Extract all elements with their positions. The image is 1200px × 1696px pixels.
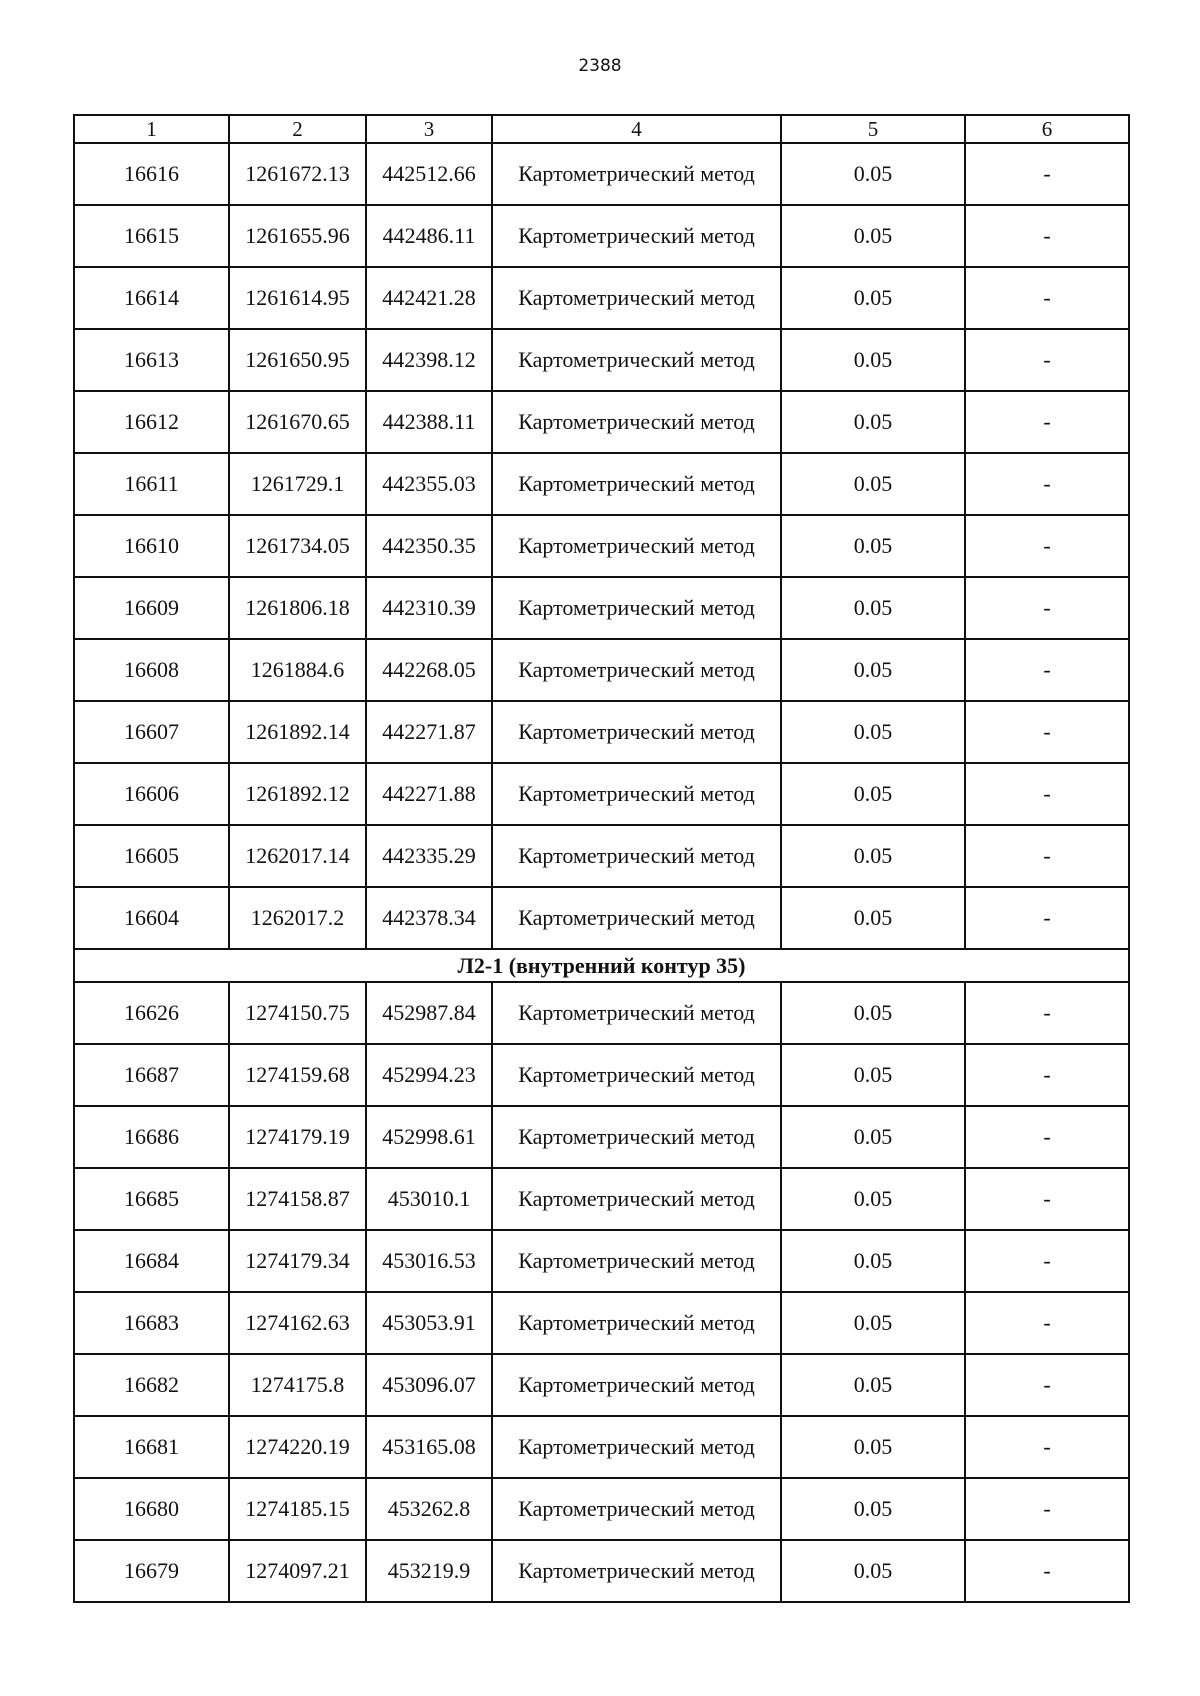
point-number-cell: 16684 bbox=[74, 1230, 229, 1292]
y-coordinate-cell: 453219.9 bbox=[366, 1540, 492, 1602]
table-row bbox=[74, 701, 1129, 763]
accuracy-cell: 0.05 bbox=[781, 1106, 965, 1168]
section-title: Л2-1 (внутренний контур 35) bbox=[74, 949, 1129, 982]
note-cell: - bbox=[965, 453, 1129, 515]
y-coordinate-cell: 453010.1 bbox=[366, 1168, 492, 1230]
x-coordinate-cell: 1274097.21 bbox=[229, 1540, 366, 1602]
x-coordinate-cell: 1261729.1 bbox=[229, 453, 366, 515]
table-row bbox=[74, 205, 1129, 267]
note-cell: - bbox=[965, 1354, 1129, 1416]
accuracy-cell: 0.05 bbox=[781, 639, 965, 701]
note-cell: - bbox=[965, 1292, 1129, 1354]
accuracy-cell: 0.05 bbox=[781, 143, 965, 205]
x-coordinate-cell: 1274220.19 bbox=[229, 1416, 366, 1478]
y-coordinate-cell: 453096.07 bbox=[366, 1354, 492, 1416]
table-row bbox=[74, 1416, 1129, 1478]
method-cell: Картометрический метод bbox=[492, 763, 781, 825]
method-cell: Картометрический метод bbox=[492, 1478, 781, 1540]
note-cell: - bbox=[965, 1478, 1129, 1540]
x-coordinate-cell: 1262017.2 bbox=[229, 887, 366, 949]
x-coordinate-cell: 1274150.75 bbox=[229, 982, 366, 1044]
note-cell: - bbox=[965, 1168, 1129, 1230]
method-cell: Картометрический метод bbox=[492, 639, 781, 701]
x-coordinate-cell: 1261672.13 bbox=[229, 143, 366, 205]
method-cell: Картометрический метод bbox=[492, 1292, 781, 1354]
y-coordinate-cell: 442398.12 bbox=[366, 329, 492, 391]
table-row bbox=[74, 1540, 1129, 1602]
x-coordinate-cell: 1261650.95 bbox=[229, 329, 366, 391]
x-coordinate-cell: 1261655.96 bbox=[229, 205, 366, 267]
method-cell: Картометрический метод bbox=[492, 515, 781, 577]
x-coordinate-cell: 1261892.12 bbox=[229, 763, 366, 825]
method-cell: Картометрический метод bbox=[492, 701, 781, 763]
y-coordinate-cell: 442388.11 bbox=[366, 391, 492, 453]
table-row bbox=[74, 577, 1129, 639]
point-number-cell: 16612 bbox=[74, 391, 229, 453]
y-coordinate-cell: 442486.11 bbox=[366, 205, 492, 267]
table-row bbox=[74, 515, 1129, 577]
column-header: 6 bbox=[965, 115, 1129, 143]
method-cell: Картометрический метод bbox=[492, 1230, 781, 1292]
table-row bbox=[74, 1044, 1129, 1106]
accuracy-cell: 0.05 bbox=[781, 329, 965, 391]
method-cell: Картометрический метод bbox=[492, 1416, 781, 1478]
point-number-cell: 16680 bbox=[74, 1478, 229, 1540]
table-row bbox=[74, 1106, 1129, 1168]
method-cell: Картометрический метод bbox=[492, 267, 781, 329]
table-row bbox=[74, 763, 1129, 825]
column-header: 3 bbox=[366, 115, 492, 143]
method-cell: Картометрический метод bbox=[492, 205, 781, 267]
point-number-cell: 16610 bbox=[74, 515, 229, 577]
point-number-cell: 16685 bbox=[74, 1168, 229, 1230]
section-row bbox=[74, 949, 1129, 982]
x-coordinate-cell: 1274159.68 bbox=[229, 1044, 366, 1106]
point-number-cell: 16682 bbox=[74, 1354, 229, 1416]
accuracy-cell: 0.05 bbox=[781, 763, 965, 825]
table-body bbox=[74, 115, 1129, 1602]
table-row bbox=[74, 1230, 1129, 1292]
coordinates-table bbox=[73, 114, 1130, 1603]
note-cell: - bbox=[965, 205, 1129, 267]
x-coordinate-cell: 1261806.18 bbox=[229, 577, 366, 639]
note-cell: - bbox=[965, 1044, 1129, 1106]
accuracy-cell: 0.05 bbox=[781, 1044, 965, 1106]
y-coordinate-cell: 452987.84 bbox=[366, 982, 492, 1044]
y-coordinate-cell: 442378.34 bbox=[366, 887, 492, 949]
x-coordinate-cell: 1261670.65 bbox=[229, 391, 366, 453]
x-coordinate-cell: 1261884.6 bbox=[229, 639, 366, 701]
accuracy-cell: 0.05 bbox=[781, 205, 965, 267]
point-number-cell: 16605 bbox=[74, 825, 229, 887]
note-cell: - bbox=[965, 639, 1129, 701]
y-coordinate-cell: 442271.88 bbox=[366, 763, 492, 825]
point-number-cell: 16615 bbox=[74, 205, 229, 267]
point-number-cell: 16608 bbox=[74, 639, 229, 701]
point-number-cell: 16604 bbox=[74, 887, 229, 949]
table-row bbox=[74, 825, 1129, 887]
note-cell: - bbox=[965, 515, 1129, 577]
y-coordinate-cell: 442355.03 bbox=[366, 453, 492, 515]
y-coordinate-cell: 453165.08 bbox=[366, 1416, 492, 1478]
note-cell: - bbox=[965, 887, 1129, 949]
table-row bbox=[74, 267, 1129, 329]
table-row bbox=[74, 453, 1129, 515]
x-coordinate-cell: 1274179.34 bbox=[229, 1230, 366, 1292]
point-number-cell: 16609 bbox=[74, 577, 229, 639]
accuracy-cell: 0.05 bbox=[781, 1168, 965, 1230]
accuracy-cell: 0.05 bbox=[781, 1540, 965, 1602]
y-coordinate-cell: 453053.91 bbox=[366, 1292, 492, 1354]
accuracy-cell: 0.05 bbox=[781, 1230, 965, 1292]
table-row bbox=[74, 1292, 1129, 1354]
point-number-cell: 16687 bbox=[74, 1044, 229, 1106]
column-header: 4 bbox=[492, 115, 781, 143]
x-coordinate-cell: 1274162.63 bbox=[229, 1292, 366, 1354]
method-cell: Картометрический метод bbox=[492, 887, 781, 949]
y-coordinate-cell: 442310.39 bbox=[366, 577, 492, 639]
accuracy-cell: 0.05 bbox=[781, 887, 965, 949]
note-cell: - bbox=[965, 982, 1129, 1044]
note-cell: - bbox=[965, 1540, 1129, 1602]
point-number-cell: 16679 bbox=[74, 1540, 229, 1602]
accuracy-cell: 0.05 bbox=[781, 1416, 965, 1478]
accuracy-cell: 0.05 bbox=[781, 982, 965, 1044]
column-header: 1 bbox=[74, 115, 229, 143]
method-cell: Картометрический метод bbox=[492, 143, 781, 205]
y-coordinate-cell: 442335.29 bbox=[366, 825, 492, 887]
x-coordinate-cell: 1262017.14 bbox=[229, 825, 366, 887]
y-coordinate-cell: 453262.8 bbox=[366, 1478, 492, 1540]
x-coordinate-cell: 1274179.19 bbox=[229, 1106, 366, 1168]
y-coordinate-cell: 453016.53 bbox=[366, 1230, 492, 1292]
table-row bbox=[74, 1168, 1129, 1230]
method-cell: Картометрический метод bbox=[492, 1354, 781, 1416]
y-coordinate-cell: 452994.23 bbox=[366, 1044, 492, 1106]
method-cell: Картометрический метод bbox=[492, 391, 781, 453]
table-row bbox=[74, 329, 1129, 391]
accuracy-cell: 0.05 bbox=[781, 453, 965, 515]
accuracy-cell: 0.05 bbox=[781, 825, 965, 887]
point-number-cell: 16607 bbox=[74, 701, 229, 763]
column-header: 2 bbox=[229, 115, 366, 143]
accuracy-cell: 0.05 bbox=[781, 701, 965, 763]
column-header: 5 bbox=[781, 115, 965, 143]
y-coordinate-cell: 442268.05 bbox=[366, 639, 492, 701]
note-cell: - bbox=[965, 577, 1129, 639]
method-cell: Картометрический метод bbox=[492, 1168, 781, 1230]
point-number-cell: 16686 bbox=[74, 1106, 229, 1168]
note-cell: - bbox=[965, 763, 1129, 825]
note-cell: - bbox=[965, 701, 1129, 763]
table-row bbox=[74, 982, 1129, 1044]
x-coordinate-cell: 1274158.87 bbox=[229, 1168, 366, 1230]
note-cell: - bbox=[965, 143, 1129, 205]
table-row bbox=[74, 1478, 1129, 1540]
accuracy-cell: 0.05 bbox=[781, 577, 965, 639]
page-number: 2388 bbox=[578, 56, 622, 76]
accuracy-cell: 0.05 bbox=[781, 391, 965, 453]
method-cell: Картометрический метод bbox=[492, 1540, 781, 1602]
point-number-cell: 16614 bbox=[74, 267, 229, 329]
note-cell: - bbox=[965, 391, 1129, 453]
accuracy-cell: 0.05 bbox=[781, 1292, 965, 1354]
header-row bbox=[74, 115, 1129, 143]
point-number-cell: 16616 bbox=[74, 143, 229, 205]
table-row bbox=[74, 143, 1129, 205]
y-coordinate-cell: 442350.35 bbox=[366, 515, 492, 577]
method-cell: Картометрический метод bbox=[492, 1106, 781, 1168]
point-number-cell: 16683 bbox=[74, 1292, 229, 1354]
method-cell: Картометрический метод bbox=[492, 453, 781, 515]
table-row bbox=[74, 887, 1129, 949]
table-row bbox=[74, 391, 1129, 453]
x-coordinate-cell: 1274175.8 bbox=[229, 1354, 366, 1416]
x-coordinate-cell: 1261614.95 bbox=[229, 267, 366, 329]
y-coordinate-cell: 442271.87 bbox=[366, 701, 492, 763]
y-coordinate-cell: 442512.66 bbox=[366, 143, 492, 205]
method-cell: Картометрический метод bbox=[492, 577, 781, 639]
table-row bbox=[74, 639, 1129, 701]
note-cell: - bbox=[965, 1416, 1129, 1478]
y-coordinate-cell: 452998.61 bbox=[366, 1106, 492, 1168]
method-cell: Картометрический метод bbox=[492, 329, 781, 391]
accuracy-cell: 0.05 bbox=[781, 267, 965, 329]
point-number-cell: 16681 bbox=[74, 1416, 229, 1478]
note-cell: - bbox=[965, 267, 1129, 329]
point-number-cell: 16611 bbox=[74, 453, 229, 515]
x-coordinate-cell: 1261734.05 bbox=[229, 515, 366, 577]
x-coordinate-cell: 1261892.14 bbox=[229, 701, 366, 763]
accuracy-cell: 0.05 bbox=[781, 515, 965, 577]
note-cell: - bbox=[965, 1106, 1129, 1168]
method-cell: Картометрический метод bbox=[492, 1044, 781, 1106]
accuracy-cell: 0.05 bbox=[781, 1478, 965, 1540]
point-number-cell: 16606 bbox=[74, 763, 229, 825]
method-cell: Картометрический метод bbox=[492, 982, 781, 1044]
note-cell: - bbox=[965, 825, 1129, 887]
x-coordinate-cell: 1274185.15 bbox=[229, 1478, 366, 1540]
note-cell: - bbox=[965, 329, 1129, 391]
method-cell: Картометрический метод bbox=[492, 825, 781, 887]
table-row bbox=[74, 1354, 1129, 1416]
y-coordinate-cell: 442421.28 bbox=[366, 267, 492, 329]
point-number-cell: 16626 bbox=[74, 982, 229, 1044]
note-cell: - bbox=[965, 1230, 1129, 1292]
point-number-cell: 16613 bbox=[74, 329, 229, 391]
accuracy-cell: 0.05 bbox=[781, 1354, 965, 1416]
